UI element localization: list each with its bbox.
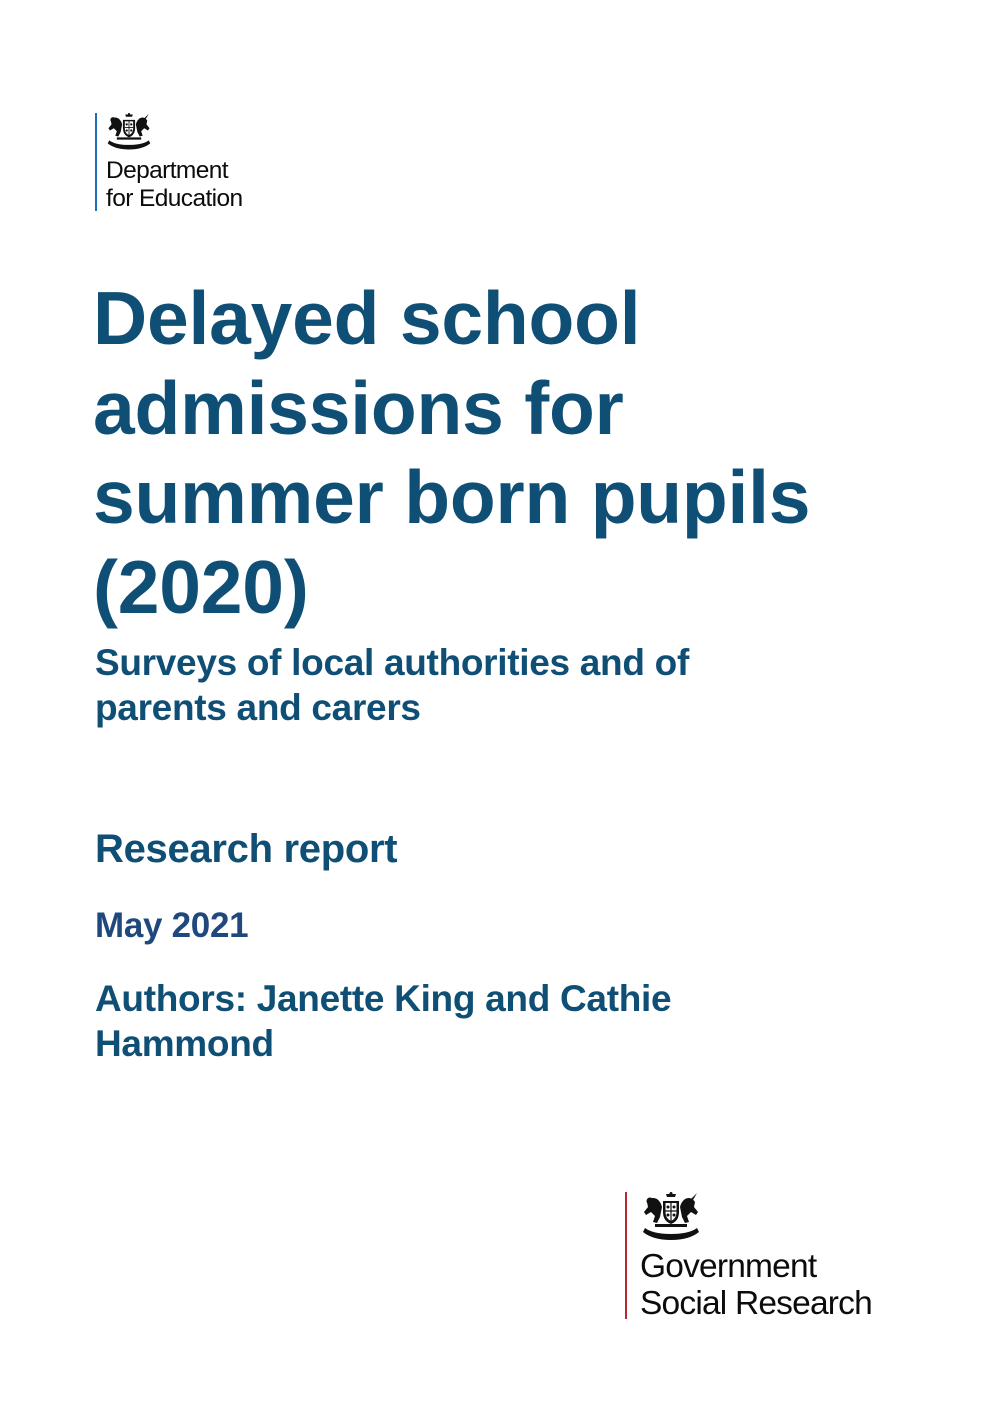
logo-text-line-1: Government [640, 1248, 817, 1285]
subtitle-line: parents and carers [95, 687, 421, 728]
report-subtitle [95, 640, 689, 730]
logo-text-line-2: Social Research [640, 1285, 872, 1322]
title-line: admissions for [93, 365, 624, 450]
logo-accent-bar [95, 113, 97, 211]
report-authors [95, 976, 671, 1066]
title-line: (2020) [93, 544, 309, 629]
department-for-education-wordmark [106, 157, 243, 213]
title-line: Delayed school [93, 276, 641, 360]
logo-accent-bar [625, 1192, 627, 1319]
department-for-education-logo [95, 113, 295, 211]
royal-coat-of-arms-icon [641, 1192, 701, 1242]
subtitle-line: Surveys of local authorities and of [95, 642, 689, 683]
royal-coat-of-arms-icon [106, 113, 152, 151]
authors-line: Hammond [95, 1023, 274, 1064]
title-line: summer born pupils [93, 455, 811, 539]
logo-text-line-1: Department [106, 157, 229, 184]
logo-text-line-2: for Education [106, 185, 243, 212]
report-type-heading: Research report [95, 827, 398, 871]
report-title [93, 274, 913, 632]
publication-date: May 2021 [95, 906, 249, 945]
authors-line: Authors: Janette King and Cathie [95, 978, 672, 1019]
government-social-research-wordmark [640, 1248, 872, 1322]
government-social-research-logo [625, 1192, 905, 1320]
